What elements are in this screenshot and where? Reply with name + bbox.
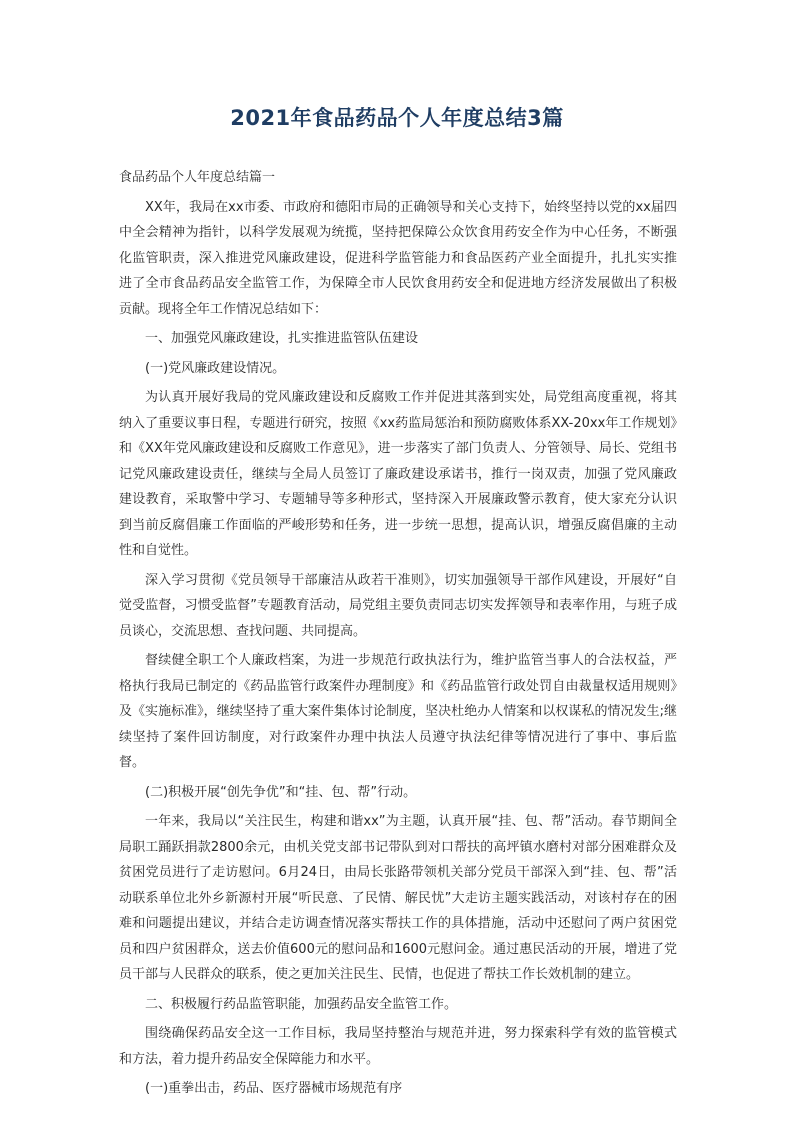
paragraph: 食品药品个人年度总结篇一 — [119, 170, 276, 185]
paragraph: 一年来，我局以“关注民生，构建和谐xx”为主题，认真开展“挂、包、帮”活动。春节期间全局职工踊跃捐款2800余元，由机关党支部书记带队到对口帮扶的高坪镇水磨村对部分困难群众及贫困党员进行了走访慰问。6月24日，由局长张路带领机关部分党员干部深入到“挂、包、帮”活动联系单位北外乡新源村开展“听民意、了民情、解民忧”大走访主题实践活动，对该村存在的困难和问题提出建议，并结合走访调查情况落实帮扶工作的具体措施，活动中还慰问了两户贫困党员和四户贫困群众，送去价值600元的慰问品和1600元慰问金。通过惠民活动的开展，增进了党员干部与人民群众的联系，使之更加关注民生、民情，也促进了帮扶工作长效机制的建立。 — [119, 814, 677, 982]
paragraph: 督续健全职工个人廉政档案，为进一步规范行政执法行为，维护监管当事人的合法权益，严格执行我局已制定的《药品监管行政案件办理制度》和《药品监管行政处罚自由裁量权适用规则》及《实施标准》，继续坚持了重大案件集体讨论制度，坚决杜绝办人情案和以权谋私的情况发生;继续坚持了案件回访制度，对行政案件办理中执法人员遵守执法纪律等情况进行了事中、事后监督。 — [119, 653, 677, 770]
document-body — [119, 165, 677, 1106]
paragraph: XX年，我局在xx市委、市政府和德阳市局的正确领导和关心支持下，始终坚持以党的xx届四中全会精神为指针，以科学发展观为统揽，坚持把保障公众饮食用药安全作为中心任务，不断强化监管职责，深入推进党风廉政建设，促进科学监管能力和食品医药产业全面提升，扎扎实实推进了全市食品药品安全监管工作，为保障全市人民饮食用药安全和促进地方经济发展做出了积极贡献。现将全年工作情况总结如下： — [119, 199, 677, 317]
paragraph: 深入学习贯彻《党员领导干部廉洁从政若干准则》，切实加强领导干部作风建设，开展好“自觉受监督，习惯受监督”专题教育活动，局党组主要负责同志切实发挥领导和表率作用，与班子成员谈心，交流思想、查找问题、共同提高。 — [119, 572, 677, 639]
paragraph: (二)积极开展“创先争优”和“挂、包、帮”行动。 — [145, 784, 417, 800]
paragraph: (一)党风廉政建设情况。 — [145, 360, 286, 376]
document-title: 2021年食品药品个人年度总结3篇 — [230, 106, 564, 130]
paragraph: 为认真开展好我局的党风廉政建设和反腐败工作并促进其落到实处，局党组高度重视，将其纳入了重要议事日程，专题进行研究，按照《xx药监局惩治和预防腐败体系XX-20xx年工作规划》和《XX年党风廉政建设和反腐败工作意见》，进一步落实了部门负责人、分管领导、局长、党组书记党风廉政建设责任，继续与全局人员签订了廉政建设承诺书，推行一岗双责，加强了党风廉政建设教育，采取警中学习、专题辅导等多种形式，坚持深入开展廉政警示教育，使大家充分认识到当前反腐倡廉工作面临的严峻形势和任务，进一步统一思想，提高认识，增强反腐倡廉的主动性和自觉性。 — [119, 390, 677, 558]
paragraph: (一)重拳出击，药品、医疗器械市场规范有序 — [145, 1081, 403, 1096]
paragraph: 二、积极履行药品监管职能，加强药品安全监管工作。 — [145, 996, 458, 1012]
paragraph: 一、加强党风廉政建设，扎实推进监管队伍建设 — [145, 331, 419, 346]
paragraph: 围绕确保药品安全这一工作目标，我局坚持整治与规范并进，努力探索科学有效的监管模式和方法，着力提升药品安全保障能力和水平。 — [119, 1026, 677, 1067]
